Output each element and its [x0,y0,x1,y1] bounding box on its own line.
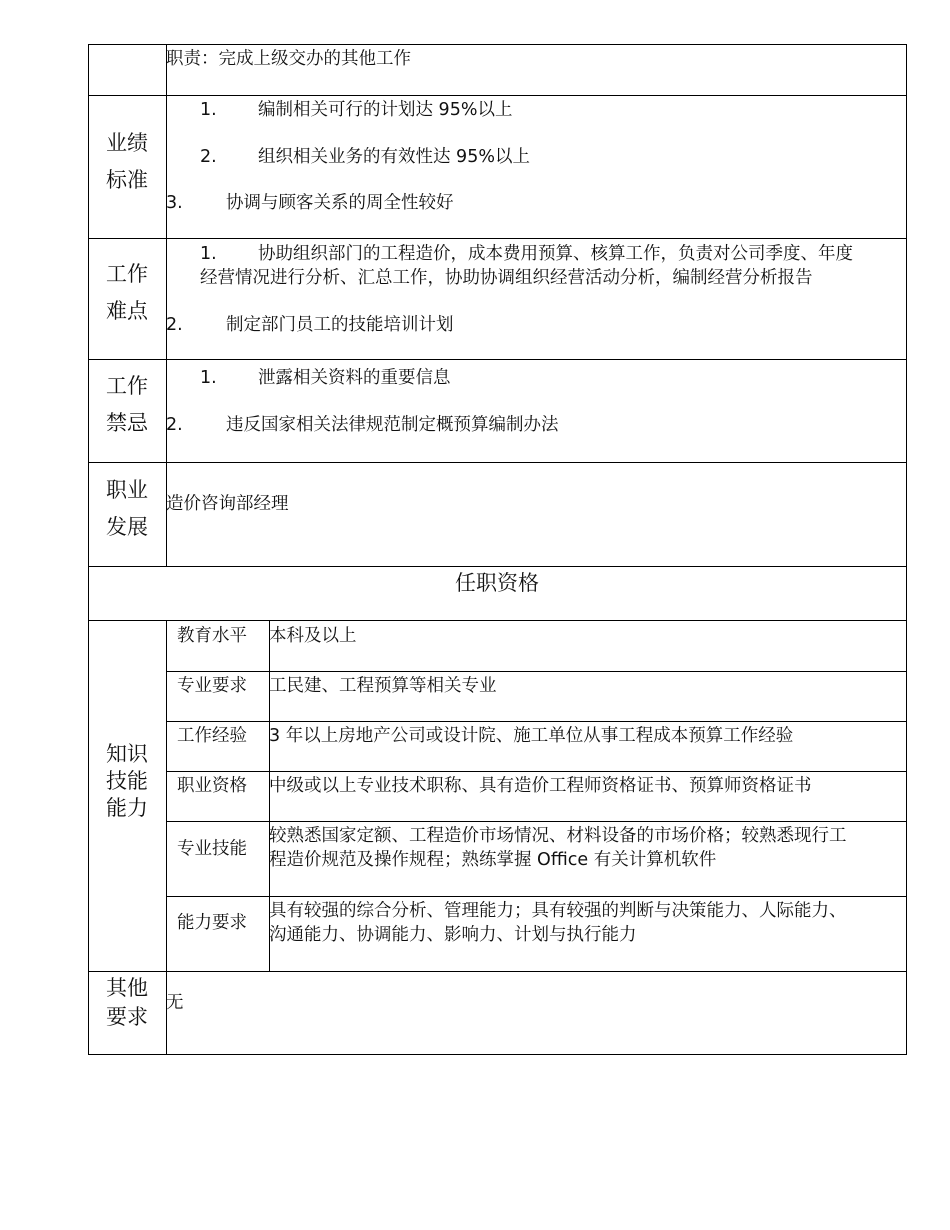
other-label [88,974,166,1032]
performance-item-3-text: 协调与顾客关系的周全性较好 [226,193,454,213]
knowledge-row-value-line1: 具有较强的综合分析、管理能力；具有较强的判断与决策能力、人际能力、 [269,901,847,921]
table-border-right [906,44,907,1055]
difficulty-label [88,256,166,330]
knowledge-label-line1: 知识 [106,742,148,766]
difficulty-item-2-num: 2. [166,315,183,335]
performance-label [88,125,166,199]
knowledge-label-line3: 能力 [106,796,148,820]
other-text: 无 [166,993,184,1013]
row-divider [88,971,907,972]
row-divider [88,238,907,239]
row-divider [88,462,907,463]
sub-row-divider [166,821,907,822]
knowledge-row-value: 3 年以上房地产公司或设计院、施工单位从事工程成本预算工作经验 [269,726,794,746]
difficulty-label-line1: 工作 [106,262,148,286]
knowledge-row-value-line2: 沟通能力、协调能力、影响力、计划与执行能力 [269,925,637,945]
performance-item-2-num: 2. [200,147,217,167]
taboo-item-1-num: 1. [200,368,217,388]
knowledge-row-value-line2: 程造价规范及操作规程；熟练掌握 Office 有关计算机软件 [269,850,717,870]
row-divider [88,566,907,567]
taboo-item-2-text: 违反国家相关法律规范制定概预算编制办法 [226,415,559,435]
knowledge-row-name: 能力要求 [177,913,247,933]
other-label-line2: 要求 [106,1005,148,1029]
difficulty-item-1-text-line1: 协助组织部门的工程造价，成本费用预算、核算工作，负责对公司季度、年度 [258,244,853,264]
table-border-top [88,44,907,45]
difficulty-item-1-num: 1. [200,244,217,264]
career-label [88,472,166,546]
knowledge-row-value: 工民建、工程预算等相关专业 [269,676,497,696]
taboo-label-line2: 禁忌 [106,411,148,435]
qualification-title: 任职资格 [455,571,539,595]
difficulty-item-2-text: 制定部门员工的技能培训计划 [226,315,454,335]
row-divider [88,620,907,621]
sub-row-divider [166,671,907,672]
sub-row-divider [166,771,907,772]
other-label-line1: 其他 [106,976,148,1000]
knowledge-row-value: 本科及以上 [269,626,357,646]
row-divider [88,95,907,96]
career-text: 造价咨询部经理 [166,494,289,514]
performance-label-line1: 业绩 [106,131,148,155]
knowledge-row-name: 专业技能 [177,839,247,859]
knowledge-row-name: 专业要求 [177,676,247,696]
performance-item-3-num: 3. [166,193,183,213]
taboo-label [88,368,166,442]
performance-item-1-text: 编制相关可行的计划达 95%以上 [258,100,513,120]
taboo-label-line1: 工作 [106,374,148,398]
row-divider [88,359,907,360]
difficulty-label-line2: 难点 [106,299,148,323]
sub-row-divider [166,721,907,722]
taboo-item-1-text: 泄露相关资料的重要信息 [258,368,451,388]
col-divider [166,620,167,1055]
knowledge-row-name: 工作经验 [177,726,247,746]
table-border-bottom [88,1054,907,1055]
performance-label-line2: 标准 [106,168,148,192]
sub-row-divider [166,896,907,897]
knowledge-label-line2: 技能 [106,769,148,793]
duty-text: 职责：完成上级交办的其他工作 [166,49,411,69]
knowledge-row-value-line1: 较熟悉国家定额、工程造价市场情况、材料设备的市场价格；较熟悉现行工 [269,826,847,846]
career-label-line2: 发展 [106,515,148,539]
performance-item-2-text: 组织相关业务的有效性达 95%以上 [258,147,530,167]
knowledge-row-name: 教育水平 [177,626,247,646]
difficulty-item-1-text-line2: 经营情况进行分析、汇总工作，协助协调组织经营活动分析，编制经营分析报告 [200,268,813,288]
knowledge-row-value: 中级或以上专业技术职称、具有造价工程师资格证书、预算师资格证书 [269,776,812,796]
performance-item-1-num: 1. [200,100,217,120]
knowledge-label [88,741,166,822]
col-divider [166,44,167,567]
knowledge-row-name: 职业资格 [177,776,247,796]
career-label-line1: 职业 [106,478,148,502]
taboo-item-2-num: 2. [166,415,183,435]
